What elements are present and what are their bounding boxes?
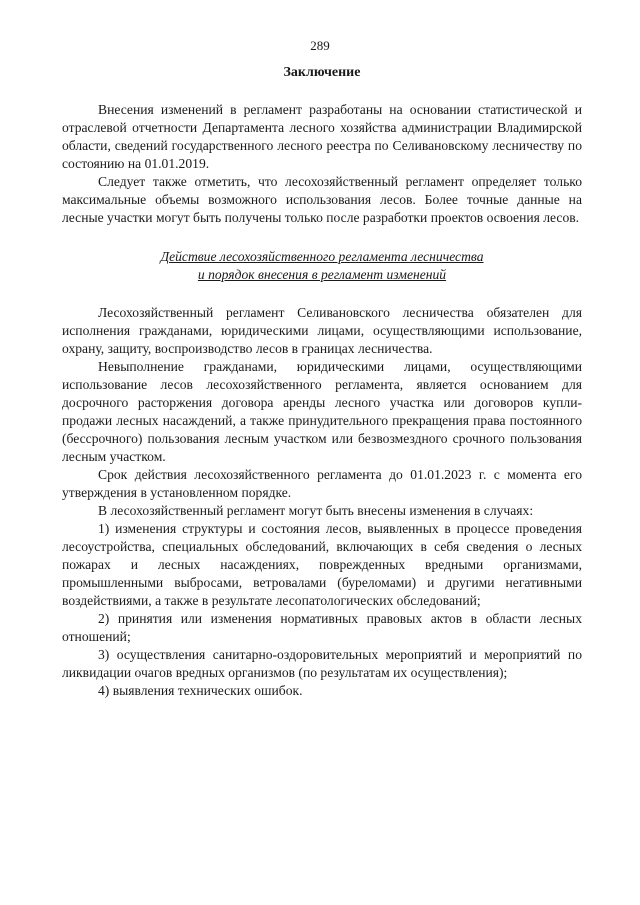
section-heading: Заключение bbox=[283, 65, 361, 80]
paragraph: Невыполнение гражданами, юридическими лицами, осуществляющими использование лесов лесохозяйственного регламента, является основанием для досрочного расторжения договора аренды лесного участка или договоров купли-продажи лесных насаждений, а также принудительного прекращения права постоянного (бессрочного) пользования лесным участком или безвозмездного срочного пользования лесным участком. bbox=[62, 359, 582, 464]
list-item: 1) изменения структуры и состояния лесов, выявленных в процессе проведения лесоустройства, специальных обследований, включающих в себя сведения о лесных пожарах и лесных насаждениях, поврежденных вредными организмами, промышленными выбросами, ветровалами (буреломами) и другими негативными воздействиями, а также в результате лесопатологических обследований; bbox=[62, 521, 582, 608]
paragraph: Срок действия лесохозяйственного регламента до 01.01.2023 г. с момента его утверждения в установленном порядке. bbox=[62, 467, 582, 500]
paragraph: В лесохозяйственный регламент могут быть внесены изменения в случаях: bbox=[98, 503, 534, 518]
paragraph: Следует также отметить, что лесохозяйственный регламент определяет только максимальные объемы возможного использования лесов. Более точные данные на лесные участки могут быть получены только после разработки проектов освоения лесов. bbox=[62, 174, 582, 225]
paragraph: Внесения изменений в регламент разработаны на основании статистической и отраслевой отчетности Департамента лесного хозяйства администрации Владимирской области, сведений государственного лесного реестра по Селивановскому лесничеству по состоянию на 01.01.2019. bbox=[62, 102, 582, 171]
subsection-heading bbox=[62, 248, 582, 284]
list-item: 2) принятия или изменения нормативных правовых актов в области лесных отношений; bbox=[62, 611, 582, 644]
document-body bbox=[62, 64, 582, 700]
paragraph: Лесохозяйственный регламент Селивановского лесничества обязателен для исполнения гражданами, юридическими лицами, осуществляющими использование, охрану, защиту, воспроизводство лесов в границах лесничества. bbox=[62, 305, 582, 356]
list-item: 4) выявления технических ошибок. bbox=[98, 683, 303, 698]
list-item: 3) осуществления санитарно-оздоровительных мероприятий и мероприятий по ликвидации очагов вредных организмов (по результатам их осуществления); bbox=[62, 647, 582, 680]
page-number: 289 bbox=[310, 38, 330, 53]
subsection-heading-line: и порядок внесения в регламент изменений bbox=[197, 267, 447, 282]
subsection-heading-line: Действие лесохозяйственного регламента лесничества bbox=[160, 249, 484, 264]
